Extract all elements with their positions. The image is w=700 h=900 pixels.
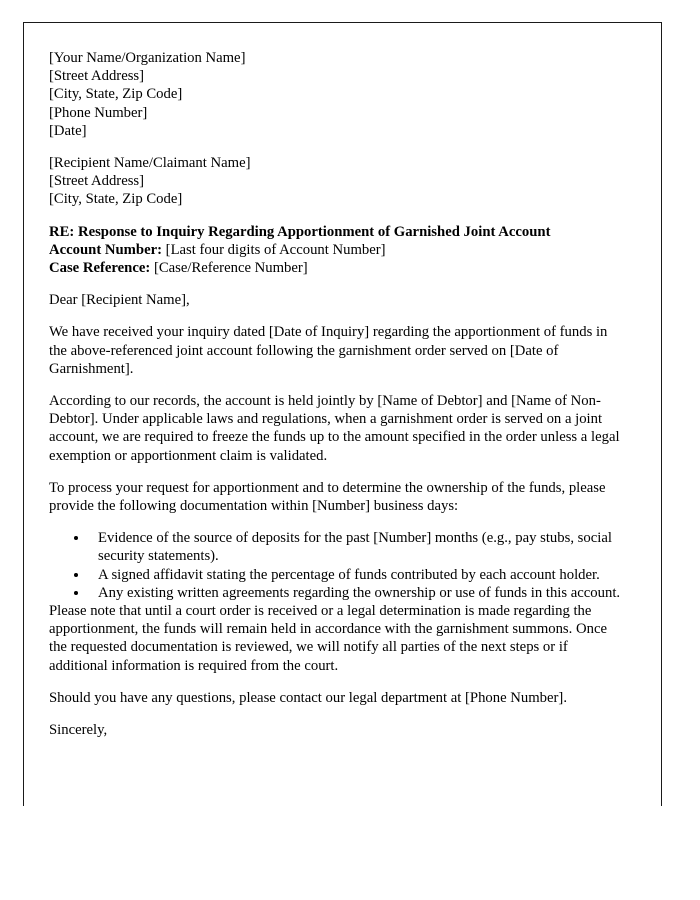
salutation: Dear [Recipient Name], — [49, 292, 190, 309]
sender-address-line-4: [Phone Number] — [49, 104, 148, 121]
paragraph-2: According to our records, the account is held jointly by [Name of Debtor] and [Name of Non-Debtor]. Under applicable laws and regulations, when a garnishment order is served on a joint account, we are required to freeze the funds up to the amount specified in the order unless a legal exemption or apportionment claim is validated. — [49, 393, 620, 464]
case-reference-value: [Case/Reference Number] — [153, 260, 308, 277]
case-reference-label: Case Reference: — [49, 260, 151, 277]
recipient-address-line-1: [Recipient Name/Claimant Name] — [49, 155, 251, 172]
documentation-list — [49, 529, 625, 602]
account-number-label: Account Number: — [49, 241, 162, 258]
list-item: • Evidence of the source of deposits for the past [Number] months (e.g., pay stubs, social security statements). — [89, 529, 625, 565]
sender-address-line-1: [Your Name/Organization Name] — [49, 50, 246, 66]
sender-address-line-2: [Street Address] — [49, 68, 145, 85]
list-item: • A signed affidavit stating the percentage of funds contributed by each account holder. — [89, 566, 625, 584]
paragraph-4: Please note that until a court order is received or a legal determination is made regarding the apportionment, the funds will remain held in accordance with the garnishment summons. Once the requested documentation is reviewed, we will notify all parties of the next steps or if additional information is required from the court. — [49, 603, 607, 674]
letter-body — [24, 23, 661, 739]
recipient-address-line-3: [City, State, Zip Code] — [49, 191, 183, 208]
sender-address-block — [49, 49, 625, 140]
recipient-address-block — [49, 154, 625, 209]
subject-block — [49, 223, 625, 278]
re-line: RE: Response to Inquiry Regarding Apportionment of Garnished Joint Account — [49, 223, 551, 240]
list-item: • Any existing written agreements regarding the ownership or use of funds in this account. — [89, 584, 625, 602]
document-page — [23, 22, 662, 806]
account-number-value: [Last four digits of Account Number] — [165, 241, 386, 258]
sender-address-line-3: [City, State, Zip Code] — [49, 86, 183, 103]
paragraph-3: To process your request for apportionment and to determine the ownership of the funds, please provide the following documentation within [Number] business days: — [49, 479, 606, 515]
closing: Sincerely, — [49, 722, 108, 739]
account-number-line — [49, 241, 625, 259]
paragraph-1: We have received your inquiry dated [Date of Inquiry] regarding the apportionment of funds in the above-referenced joint account following the garnishment order served on [Date of Garnishment]. — [49, 324, 608, 377]
case-reference-line — [49, 259, 625, 277]
sender-address-line-5: [Date] — [49, 122, 87, 139]
recipient-address-line-2: [Street Address] — [49, 173, 145, 190]
paragraph-5: Should you have any questions, please contact our legal department at [Phone Number]. — [49, 689, 567, 706]
